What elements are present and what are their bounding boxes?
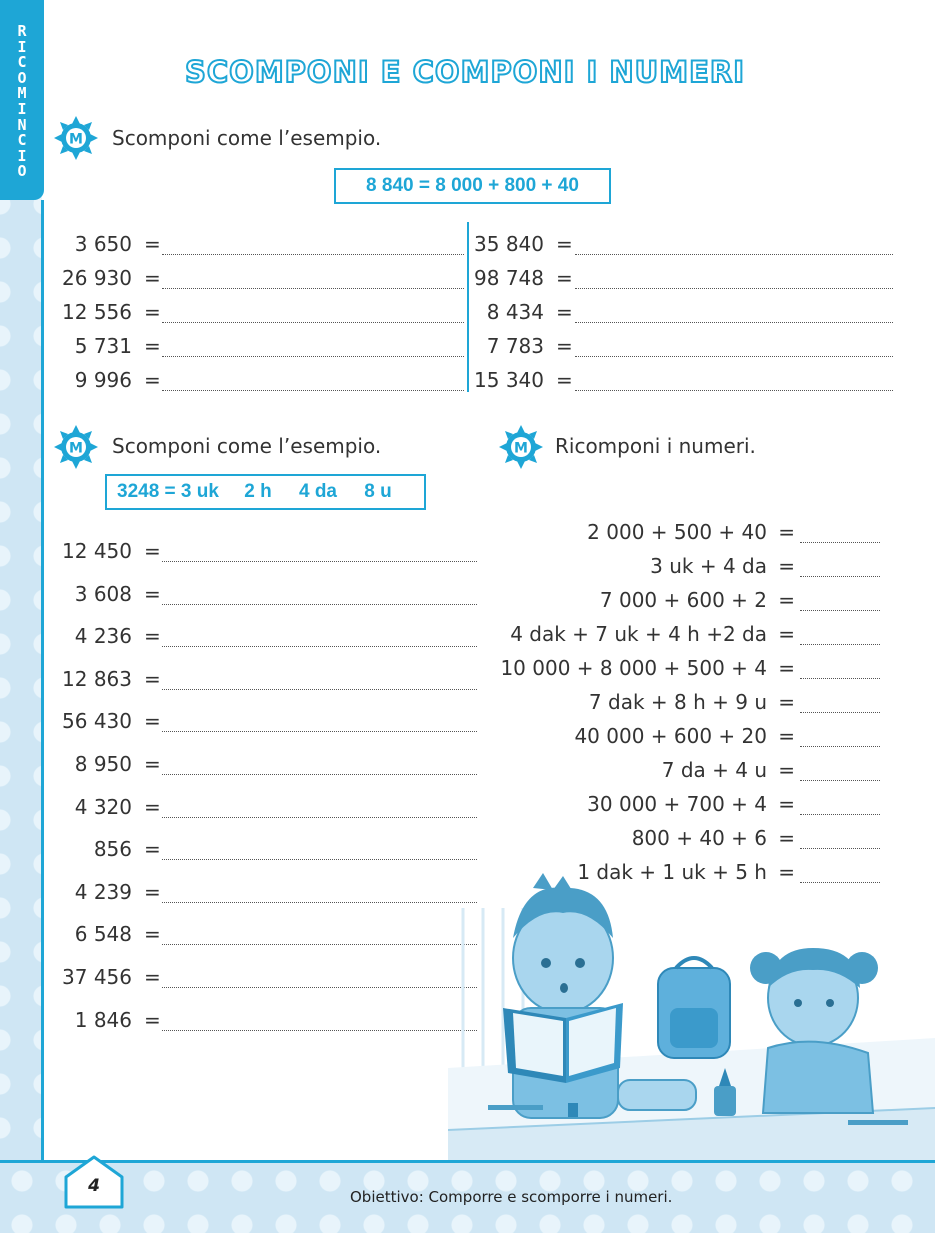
children-studying-illustration <box>448 868 935 1160</box>
equals-sign: = <box>778 860 795 884</box>
svg-text:M: M <box>69 131 83 148</box>
exercise-number: 3 608 <box>74 581 132 606</box>
equals-sign: = <box>778 724 795 748</box>
method-m-icon <box>53 424 99 470</box>
instruction-1: Scomponi come l’esempio. <box>112 126 382 150</box>
exercise-number: 8 434 <box>486 300 544 324</box>
instruction-2: Scomponi come l’esempio. <box>112 434 382 458</box>
exercise-number: 4 239 <box>74 879 132 904</box>
recompose-expression: 7 000 + 600 + 2 <box>599 588 767 612</box>
answer-line[interactable] <box>800 848 880 849</box>
answer-line[interactable] <box>162 987 477 988</box>
answer-line[interactable] <box>575 288 893 289</box>
recompose-row <box>0 756 935 786</box>
example-2-u: 8 u <box>364 481 392 502</box>
answer-line[interactable] <box>575 254 893 255</box>
answer-line[interactable] <box>162 1030 477 1031</box>
recompose-expression: 3 uk + 4 da <box>650 554 767 578</box>
equals-sign: = <box>144 922 161 947</box>
instruction-3: Ricomponi i numeri. <box>555 434 756 458</box>
exercise-number: 9 996 <box>74 368 132 392</box>
svg-text:M: M <box>69 440 83 457</box>
equals-sign: = <box>144 837 161 862</box>
answer-line[interactable] <box>800 610 880 611</box>
side-tab <box>0 0 44 200</box>
answer-line[interactable] <box>800 644 880 645</box>
equals-sign: = <box>556 266 573 290</box>
equals-sign: = <box>144 794 161 819</box>
exercise-number: 12 556 <box>62 300 132 324</box>
answer-line[interactable] <box>800 780 880 781</box>
exercise-number: 37 456 <box>62 965 132 989</box>
exercise-number: 3 650 <box>74 232 132 256</box>
answer-line[interactable] <box>800 678 880 679</box>
recompose-expression: 40 000 + 600 + 20 <box>574 724 767 748</box>
example-box-1: 8 840 = 8 000 + 800 + 40 <box>334 168 611 204</box>
exercise-number: 26 930 <box>62 266 132 290</box>
equals-sign: = <box>778 690 795 714</box>
exercise-number: 12 450 <box>62 539 132 563</box>
equals-sign: = <box>556 232 573 256</box>
example-2-da: 4 da <box>298 481 337 502</box>
exercise-number: 4 320 <box>74 794 132 819</box>
exercise-row <box>0 264 935 294</box>
exercise-number: 7 783 <box>486 334 544 358</box>
equals-sign: = <box>144 965 161 989</box>
recompose-expression: 10 000 + 8 000 + 500 + 4 <box>500 656 767 680</box>
equals-sign: = <box>556 368 573 392</box>
example-2-h: 2 h <box>244 481 272 502</box>
equals-sign: = <box>144 300 161 324</box>
recompose-expression: 7 dak + 8 h + 9 u <box>588 690 767 714</box>
recompose-expression: 1 dak + 1 uk + 5 h <box>577 860 767 884</box>
answer-line[interactable] <box>575 356 893 357</box>
answer-line[interactable] <box>575 390 893 391</box>
exercise-number: 8 950 <box>74 752 132 776</box>
equals-sign: = <box>778 792 795 816</box>
exercise-number: 856 <box>93 837 132 862</box>
example-2-number: 3248 = 3 uk <box>117 481 219 502</box>
equals-sign: = <box>144 1007 161 1032</box>
exercise-number: 6 548 <box>74 922 132 947</box>
equals-sign: = <box>144 334 161 358</box>
exercise-number: 35 840 <box>474 232 544 256</box>
recompose-row <box>0 586 935 616</box>
page-title: SCOMPONI E COMPONI I NUMERI <box>185 55 746 89</box>
recompose-expression: 7 da + 4 u <box>661 758 767 782</box>
answer-line[interactable] <box>575 322 893 323</box>
equals-sign: = <box>144 666 161 691</box>
answer-line[interactable] <box>162 902 477 903</box>
equals-sign: = <box>144 539 161 563</box>
equals-sign: = <box>778 588 795 612</box>
equals-sign: = <box>144 581 161 606</box>
recompose-row <box>0 688 935 718</box>
equals-sign: = <box>144 624 161 649</box>
recompose-row <box>0 654 935 684</box>
answer-line[interactable] <box>162 944 477 945</box>
page-number: 4 <box>88 1176 100 1196</box>
exercise-number: 5 731 <box>74 334 132 358</box>
recompose-expression: 30 000 + 700 + 4 <box>587 792 767 816</box>
answer-line[interactable] <box>800 542 880 543</box>
exercise-row <box>0 298 935 328</box>
exercise-number: 98 748 <box>474 266 544 290</box>
recompose-row <box>0 824 935 854</box>
objective-text: Obiettivo: Comporre e scomporre i numeri. <box>350 1188 673 1206</box>
equals-sign: = <box>144 752 161 776</box>
exercise-number: 1 846 <box>74 1007 132 1032</box>
equals-sign: = <box>144 709 161 734</box>
side-tab-label: RICOMINCIO <box>17 22 27 181</box>
answer-line[interactable] <box>800 814 880 815</box>
equals-sign: = <box>144 266 161 290</box>
equals-sign: = <box>144 879 161 904</box>
equals-sign: = <box>778 656 795 680</box>
exercise-row <box>0 366 935 396</box>
recompose-expression: 800 + 40 + 6 <box>631 826 767 850</box>
equals-sign: = <box>778 622 795 646</box>
equals-sign: = <box>144 232 161 256</box>
equals-sign: = <box>556 300 573 324</box>
answer-line[interactable] <box>800 712 880 713</box>
method-m-icon <box>53 115 99 161</box>
exercise-row <box>0 332 935 362</box>
svg-text:M: M <box>514 440 528 457</box>
exercise-number: 15 340 <box>474 368 544 392</box>
recompose-row <box>0 518 935 548</box>
recompose-row <box>0 552 935 582</box>
exercise-number: 12 863 <box>62 666 132 691</box>
recompose-expression: 2 000 + 500 + 40 <box>587 520 767 544</box>
recompose-row <box>0 790 935 820</box>
equals-sign: = <box>778 554 795 578</box>
equals-sign: = <box>556 334 573 358</box>
equals-sign: = <box>144 368 161 392</box>
answer-line[interactable] <box>800 746 880 747</box>
example-box-2 <box>105 474 426 510</box>
exercise-number: 4 236 <box>74 624 132 649</box>
equals-sign: = <box>778 520 795 544</box>
answer-line[interactable] <box>800 576 880 577</box>
recompose-row <box>0 620 935 650</box>
recompose-expression: 4 dak + 7 uk + 4 h +2 da <box>510 622 767 646</box>
equals-sign: = <box>778 826 795 850</box>
method-m-icon <box>498 424 544 470</box>
recompose-row <box>0 722 935 752</box>
equals-sign: = <box>778 758 795 782</box>
exercise-number: 56 430 <box>62 709 132 734</box>
exercise-row <box>0 230 935 260</box>
